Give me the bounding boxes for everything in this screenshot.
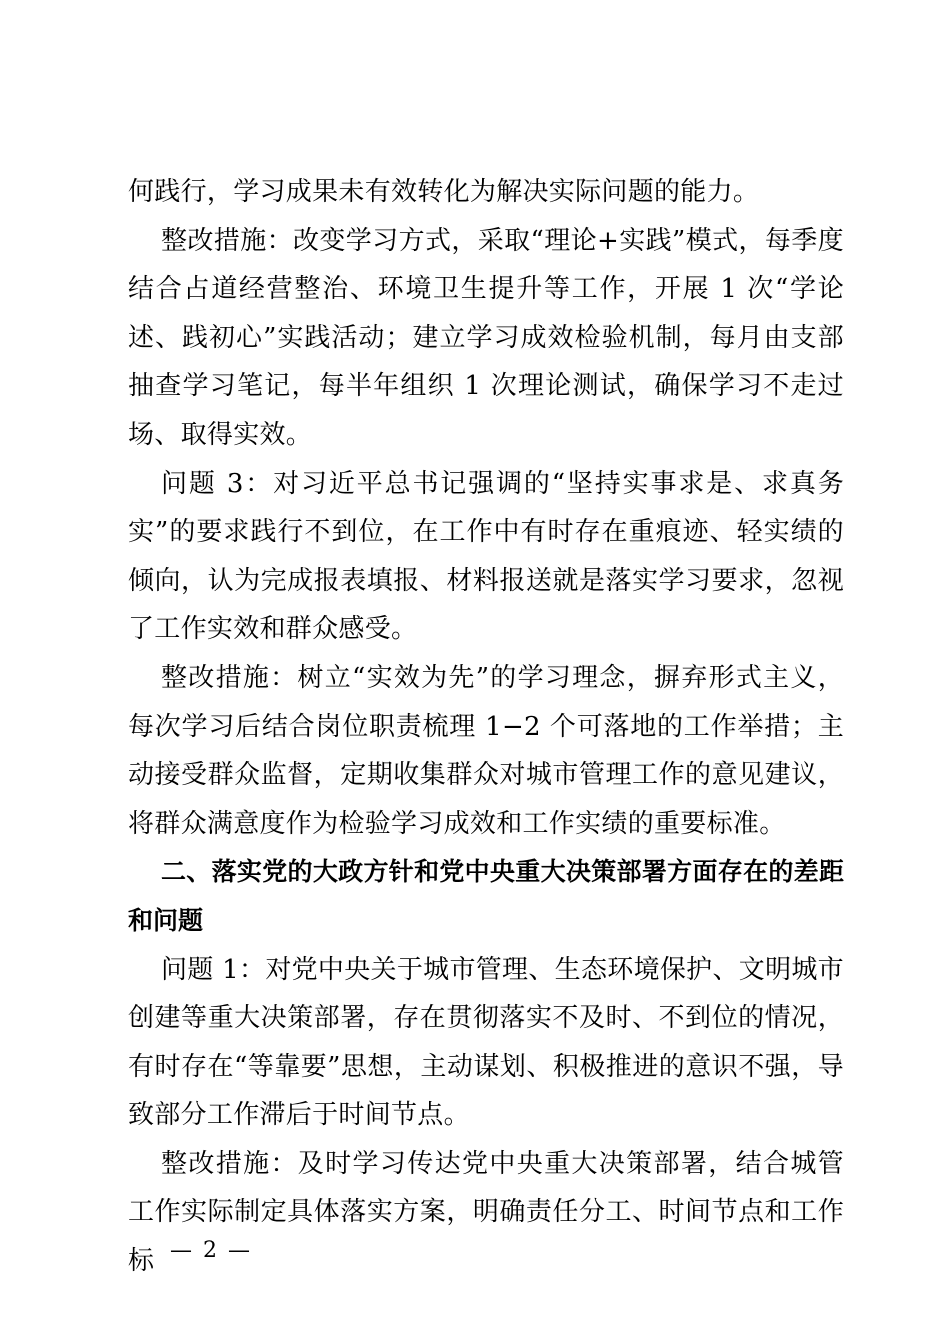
paragraph-rectification-3: 整改措施：及时学习传达党中央重大决策部署，结合城管工作实际制定具体落实方案，明确责任分工、时间节点和工作标 <box>128 1148 844 1277</box>
paragraph-rectification-1: 整改措施：改变学习方式，采取“理论+实践”模式，每季度结合占道经营整治、环境卫生提升等工作，开展 1 次“学论述、践初心”实践活动；建立学习成效检验机制，每月由支部抽查学习笔记，每半年组织 1 次理论测试，确保学习不走过场、取得实效。 <box>128 225 844 450</box>
paragraph-continuation: 何践行，学习成果未有效转化为解决实际问题的能力。 <box>128 177 760 207</box>
paragraph-problem-3: 问题 3：对习近平总书记强调的“坚持实事求是、求真务实”的要求践行不到位，在工作中有时存在重痕迹、轻实绩的倾向，认为完成报表填报、材料报送就是落实学习要求，忽视了工作实效和群众感受。 <box>128 468 844 645</box>
paragraph-rectification-2: 整改措施：树立“实效为先”的学习理念，摒弃形式主义，每次学习后结合岗位职责梳理 1−2 个可落地的工作举措；主动接受群众监督，定期收集群众对城市管理工作的意见建议，将群众满意度作为检验学习成效和工作实绩的重要标准。 <box>128 662 844 839</box>
document-body <box>128 168 844 1286</box>
page-number: — 2 — <box>170 1238 252 1263</box>
paragraph-problem-1: 问题 1：对党中央关于城市管理、生态环境保护、文明城市创建等重大决策部署，存在贯彻落实不及时、不到位的情况，有时存在“等靠要”思想，主动谋划、积极推进的意识不强，导致部分工作滞后于时间节点。 <box>128 954 844 1131</box>
section-heading-2: 二、落实党的大政方针和党中央重大决策部署方面存在的差距和问题 <box>128 857 844 935</box>
